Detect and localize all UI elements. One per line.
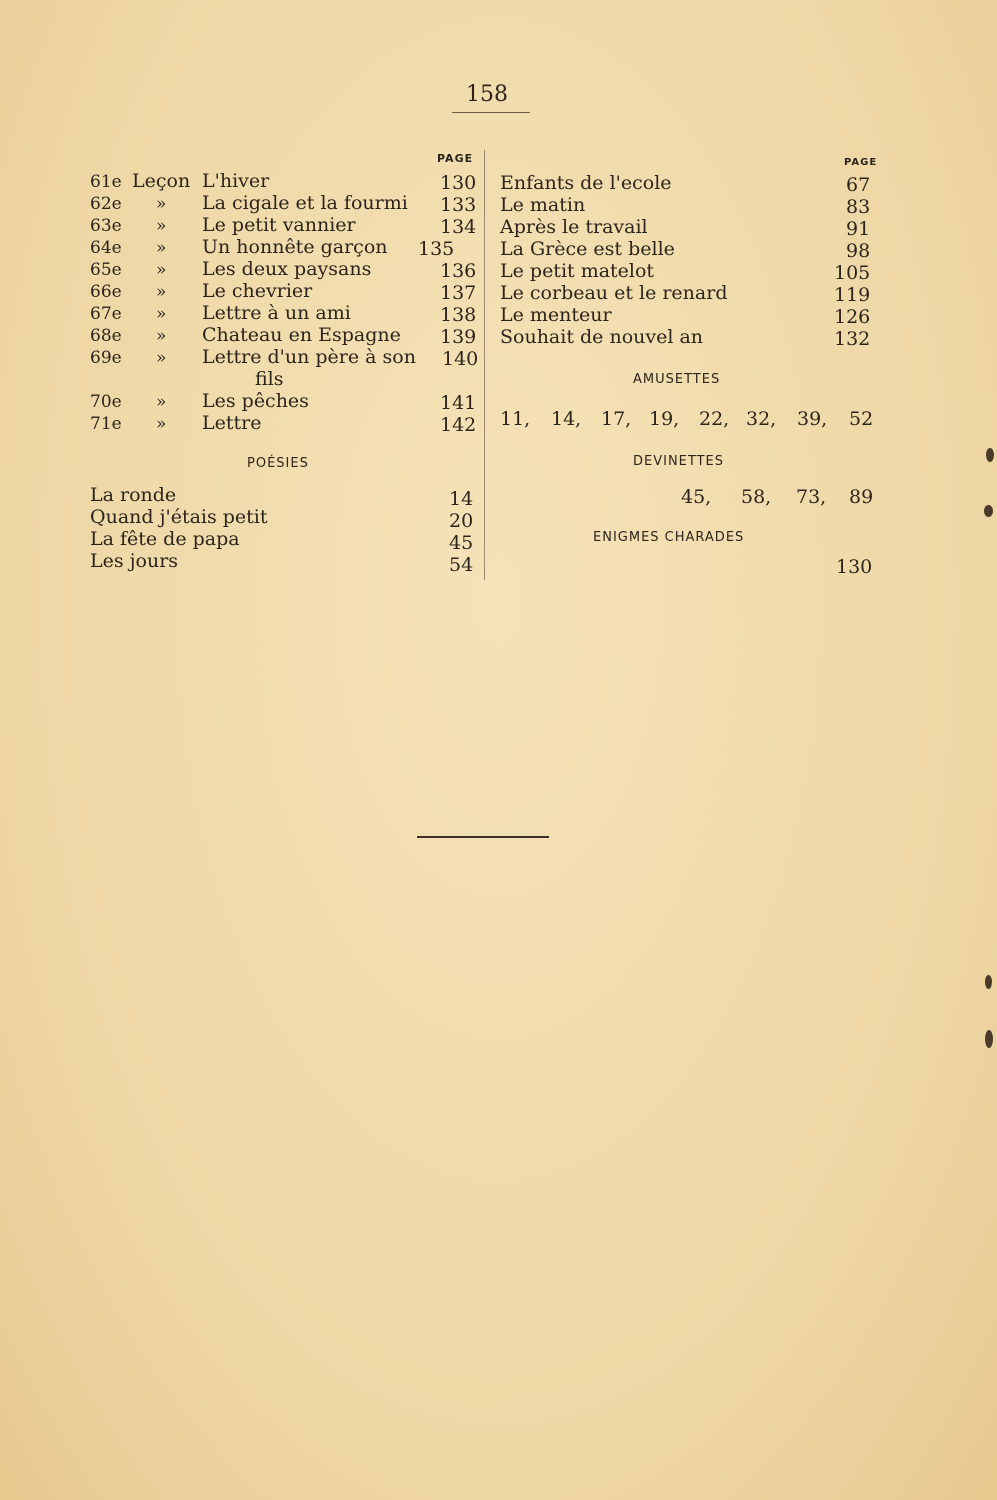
amusette-page: 32, [746,408,777,430]
lesson-number: 69e [90,348,122,368]
lesson-page: 134 [440,216,477,238]
item-title: Le corbeau et le renard [500,282,728,304]
item-title: Souhait de nouvel an [500,326,704,348]
item-title: Le menteur [500,304,612,326]
item-title: La Grèce est belle [500,238,675,260]
lesson-page: 135 [418,238,455,260]
devinette-page: 58, [741,486,772,508]
item-title: Le petit matelot [500,260,655,282]
poem-title: La ronde [90,484,177,506]
item-page: 119 [834,284,871,306]
paper-speck [985,1030,993,1048]
lesson-title: Lettre à un ami [202,302,351,324]
poem-page: 14 [449,488,474,510]
lesson-number: 67e [90,304,122,324]
poem-page: 20 [449,510,474,532]
lesson-number: 71e [90,414,122,434]
poem-page: 45 [449,532,474,554]
poem-page: 54 [449,554,474,576]
page-number: 158 [466,82,508,107]
page-number-rule [452,112,530,113]
amusette-page: 39, [797,408,828,430]
ditto-mark: » [156,414,167,434]
lesson-word: Leçon [132,170,191,192]
ditto-mark: » [156,260,167,280]
lesson-title: Le chevrier [202,280,313,302]
item-page: 91 [846,218,871,240]
poem-title: La fête de papa [90,528,240,550]
ditto-mark: » [156,392,167,412]
item-title: Après le travail [500,216,648,238]
lesson-number: 61e [90,172,122,192]
lesson-title: Chateau en Espagne [202,324,401,346]
lesson-page: 140 [442,348,479,370]
amusettes-header: AMUSETTES [633,372,721,387]
amusette-page: 19, [649,408,680,430]
poem-title: Les jours [90,550,179,572]
lesson-title: Lettre d'un père à son [202,346,416,368]
item-page: 67 [846,174,871,196]
devinettes-header: DEVINETTES [633,454,725,469]
item-page: 98 [846,240,871,262]
ditto-mark: » [156,238,167,258]
amusette-page: 11, [500,408,531,430]
lesson-title: Un honnête garçon [202,236,388,258]
lesson-number: 70e [90,392,122,412]
lesson-number: 63e [90,216,122,236]
lesson-page: 142 [440,414,477,436]
column-divider [484,150,485,580]
ditto-mark: » [156,304,167,324]
item-title: Le matin [500,194,586,216]
lesson-number: 65e [90,260,122,280]
poem-title: Quand j'étais petit [90,506,268,528]
item-page: 126 [834,306,871,328]
lesson-title: Les pêches [202,390,309,412]
devinette-page: 73, [796,486,827,508]
item-page: 83 [846,196,871,218]
devinette-page: 45, [681,486,712,508]
lesson-title: Le petit vannier [202,214,356,236]
paper-speck [984,505,993,517]
poesies-header: POÉSIES [247,456,309,471]
ditto-mark: » [156,194,167,214]
amusette-page: 17, [601,408,632,430]
amusette-page: 52 [849,408,874,430]
paper-speck [985,975,992,989]
bottom-rule [417,836,549,838]
lesson-number: 64e [90,238,122,258]
lesson-number: 68e [90,326,122,346]
lesson-title: La cigale et la fourmi [202,192,408,214]
lesson-page: 139 [440,326,477,348]
lesson-title: L'hiver [202,170,270,192]
right-page-header: PAGE [844,157,878,168]
ditto-mark: » [156,282,167,302]
left-page-header: PAGE [437,152,474,165]
enigmes-page: 130 [836,556,873,578]
lesson-page: 130 [440,172,477,194]
lesson-page: 138 [440,304,477,326]
ditto-mark: » [156,326,167,346]
item-title: Enfants de l'ecole [500,172,672,194]
item-page: 132 [834,328,871,350]
ditto-mark: » [156,216,167,236]
lesson-page: 137 [440,282,477,304]
amusette-page: 22, [699,408,730,430]
amusette-page: 14, [551,408,582,430]
lesson-title: Les deux paysans [202,258,372,280]
lesson-title-continued: fils [255,368,284,390]
lesson-page: 136 [440,260,477,282]
lesson-page: 133 [440,194,477,216]
lesson-number: 66e [90,282,122,302]
lesson-page: 141 [440,392,477,414]
ditto-mark: » [156,348,167,368]
paper-speck [986,448,994,462]
enigmes-header: ENIGMES CHARADES [593,530,745,545]
item-page: 105 [834,262,871,284]
lesson-title: Lettre [202,412,262,434]
devinette-page: 89 [849,486,874,508]
lesson-number: 62e [90,194,122,214]
